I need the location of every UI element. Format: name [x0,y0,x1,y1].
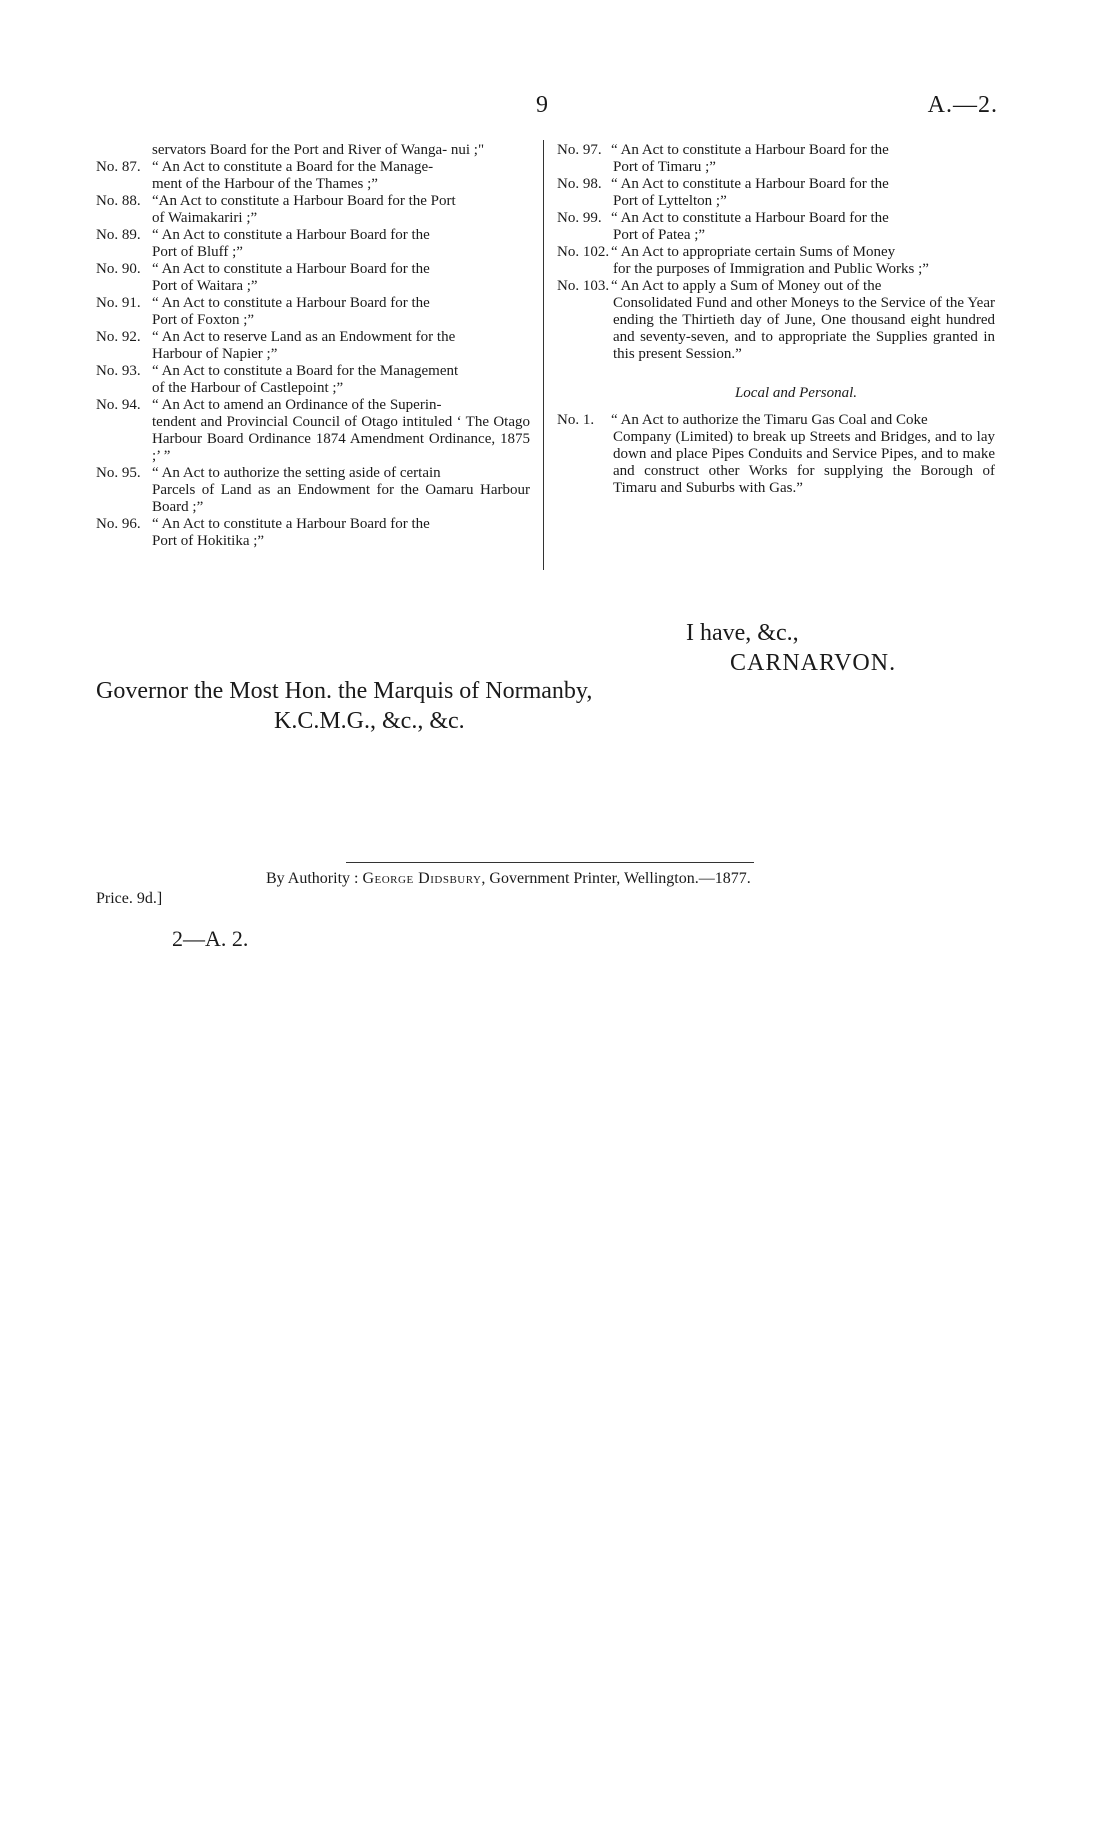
act-number: No. 91. [96,295,141,311]
list-item [96,159,530,193]
act-text: “An Act to constitute a Harbour Board for the Port [152,193,456,209]
act-text-cont: Port of Waitara ;” [152,278,258,294]
authority-prefix: By Authority : [266,870,359,887]
page-number: 9 [536,92,548,118]
list-item [96,516,530,550]
act-text: “ An Act to constitute a Board for the Manage- [152,159,434,175]
list-item [96,227,530,261]
printer-imprint [266,870,751,888]
act-text-cont: ment of the Harbour of the Thames ;” [152,176,378,192]
list-item [557,176,995,210]
act-number: No. 87. [96,159,141,175]
list-item [557,278,995,363]
list-item [557,412,995,497]
act-text: “ An Act to appropriate certain Sums of Money [611,244,896,260]
list-item [96,363,530,397]
act-text: “ An Act to constitute a Harbour Board for the [152,295,430,311]
authority-suffix: , Government Printer, Wellington.—1877. [481,870,751,887]
list-item-text: nui ;" [450,142,485,158]
act-text-cont: Port of Bluff ;” [152,244,243,260]
act-number: No. 103. [557,278,610,294]
left-column [96,142,530,550]
list-item [557,142,995,176]
act-text: “ An Act to apply a Sum of Money out of the [611,278,882,294]
price: Price. 9d.] [96,890,163,907]
addressee [96,676,592,736]
act-number: No. 93. [96,363,141,379]
act-number: No. 94. [96,397,141,413]
act-text: “ An Act to authorize the Timaru Gas Coal and Coke [611,412,928,428]
act-text: “ An Act to constitute a Harbour Board for the [152,516,430,532]
act-text: “ An Act to constitute a Harbour Board for the [611,176,889,192]
addressee-line: K.C.M.G., &c., &c. [274,708,465,734]
act-text-cont: for the purposes of Immigration and Public Works ;” [613,261,929,277]
act-text: “ An Act to reserve Land as an Endowment for the [152,329,456,345]
list-item [96,295,530,329]
act-number: No. 95. [96,465,141,481]
act-text-cont: of Waimakariri ;” [152,210,258,226]
page-reference: A.—2. [927,92,998,118]
act-text-cont: Consolidated Fund and other Moneys to the Service of the Year ending the Thirtieth day of June, One thousand eight hundred and seventy-seven, and to appropriate the Supplies granted in this present Session.” [613,295,995,362]
signature: CARNARVON. [730,650,897,676]
right-column [557,142,995,497]
act-text-cont: of the Harbour of Castlepoint ;” [152,380,344,396]
act-text-cont: Harbour of Napier ;” [152,346,278,362]
list-item [557,244,995,278]
act-text-cont: Parcels of Land as an Endowment for the Oamaru Harbour Board ;” [152,482,530,515]
section-heading-local-personal: Local and Personal. [734,385,858,401]
list-item [96,142,530,159]
act-number: No. 90. [96,261,141,277]
printer-name: George Didsbury [362,870,482,887]
act-text: “ An Act to constitute a Harbour Board for the [611,142,889,158]
signature-mark: 2—A. 2. [172,926,249,951]
act-text: “ An Act to authorize the setting aside of certain [152,465,441,481]
list-item [96,261,530,295]
column-divider [543,140,544,570]
act-number: No. 98. [557,176,602,192]
act-text: “ An Act to constitute a Harbour Board for the [611,210,889,226]
act-text-cont: Port of Foxton ;” [152,312,255,328]
footer-rule [346,862,754,863]
act-number: No. 88. [96,193,141,209]
act-number: No. 102. [557,244,610,260]
list-item [96,329,530,363]
act-text-cont: Company (Limited) to break up Streets and Bridges, and to lay down and place Pipes Conduits and Service Pipes, and to make and construct other Works for supplying the Borough of Timaru and Suburbs with Gas.” [613,429,995,496]
act-text-cont: Port of Hokitika ;” [152,533,265,549]
act-text-cont: Port of Timaru ;” [613,159,716,175]
list-item-text: servators Board for the Port and River of Wanga- [152,142,448,158]
act-number: No. 92. [96,329,141,345]
act-text: “ An Act to amend an Ordinance of the Superin- [152,397,442,413]
act-number: No. 89. [96,227,141,243]
act-number: No. 1. [557,412,595,428]
closing-salutation: I have, &c., [686,620,799,646]
act-number: No. 96. [96,516,141,532]
act-number: No. 97. [557,142,602,158]
act-number: No. 99. [557,210,602,226]
addressee-line: Governor the Most Hon. the Marquis of Normanby, [96,678,593,704]
act-text-cont: Port of Lyttelton ;” [613,193,727,209]
list-item [96,193,530,227]
act-text: “ An Act to constitute a Board for the Management [152,363,459,379]
act-text: “ An Act to constitute a Harbour Board for the [152,261,430,277]
list-item [96,465,530,516]
list-item [96,397,530,465]
act-text: “ An Act to constitute a Harbour Board for the [152,227,430,243]
list-item [557,210,995,244]
act-text-cont: Port of Patea ;” [613,227,706,243]
act-text-cont: tendent and Provincial Council of Otago intituled ‘ The Otago Harbour Board Ordinance 1874 Amendment Ordinance, 1875 ;’ ” [152,414,530,464]
